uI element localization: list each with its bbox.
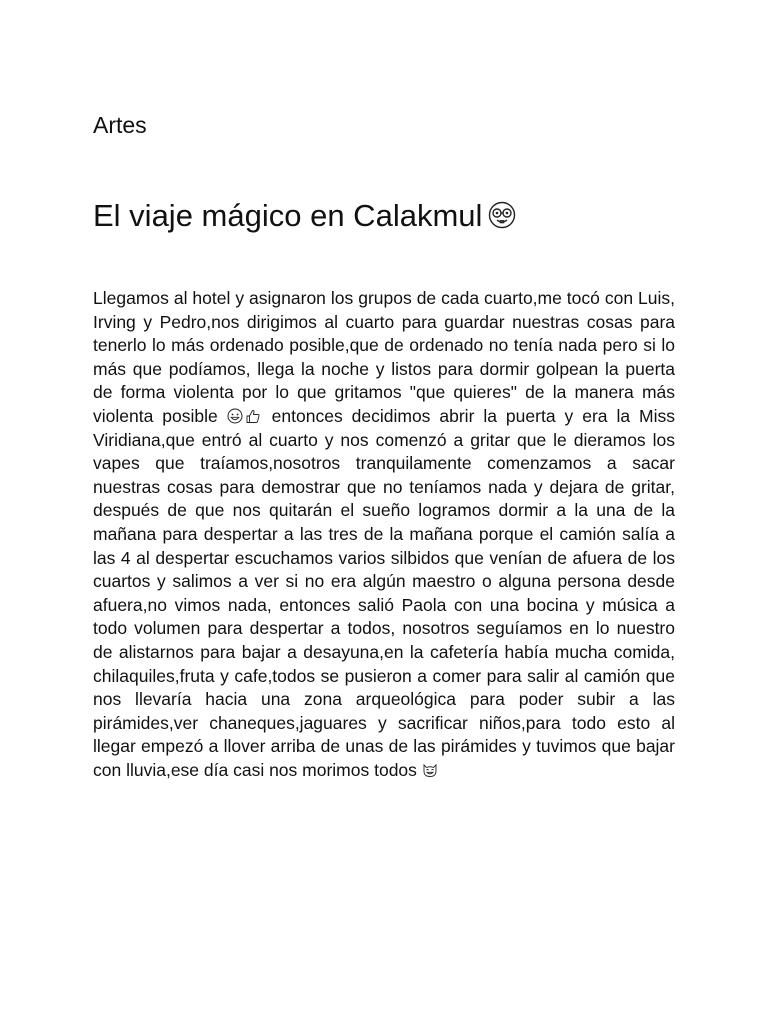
body-text-part-1: Llegamos al hotel y asignaron los grupos de cada cuarto,me tocó con Luis, Irving y Pedro,nos dirigimos al cuarto para guardar nuestras cosas para tenerlo lo más ordenado posible,que de ordenado no tenía nada pero si lo más que podíamos, llega la noche y listos para dormir golpean la puerta de forma violenta por lo que gritamos "que quieres" de la manera más violenta posible [93, 288, 675, 426]
nerd-face-icon [488, 201, 516, 229]
document-body [93, 287, 675, 782]
document-title-text: El viaje mágico en Calakmul [93, 198, 483, 233]
document-title [93, 198, 516, 234]
body-text-part-2: entonces decidimos abrir la puerta y era la Miss Viridiana,que entró al cuarto y nos comenzó a gritar que le dieramos los vapes que traíamos,nosotros tranquilamente comenzamos a sacar nuestras cosas para demostrar que no teníamos nada y dejara de gritar, después de que nos quitarán el sueño logramos dormir a la una de la mañana para despertar a las tres de la mañana porque el camión salía a las 4 al despertar escuchamos varios silbidos que venían de afuera de los cuartos y salimos a ver si no era algún maestro o alguna persona desde afuera,no vimos nada, entonces salió Paola con una bocina y música a todo volumen para despertar a todos, nosotros seguíamos en lo nuestro de alistarnos para bajar a desayuna,en la cafetería había mucha comida, chilaquiles,fruta y cafe,todos se pusieron a comer para salir al camión que nos llevaría hacia una zona arqueológica para poder subir a las pirámides,ver chaneques,jaguares y sacrificar niños,para todo esto al llegar empezó a llover arriba de unas de las pirámides y tuvimos que bajar con lluvia,ese día casi nos morimos todos [93, 405, 675, 780]
grinning-face-icon [227, 408, 243, 424]
thumbs-up-icon [245, 408, 261, 424]
section-label: Artes [93, 112, 147, 138]
smiling-cat-icon [422, 762, 438, 778]
